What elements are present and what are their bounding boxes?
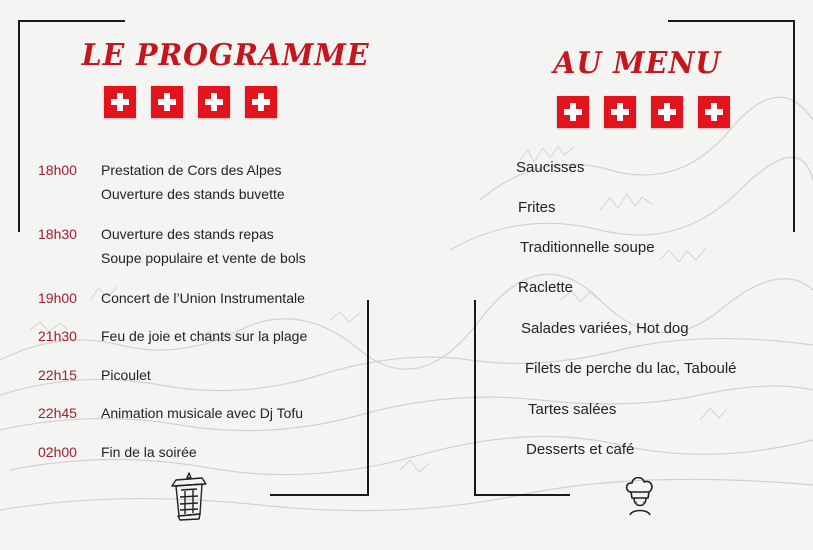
menu-title: AU MENU xyxy=(553,46,722,81)
menu-flags xyxy=(557,96,745,128)
program-time: 22h15 xyxy=(38,367,77,383)
swiss-flag-icon xyxy=(604,96,636,128)
program-activity: Feu de joie et chants sur la plage xyxy=(101,328,308,344)
program-time: 02h00 xyxy=(38,444,77,460)
menu-item: Raclette xyxy=(518,279,574,296)
program-activity: Prestation de Cors des Alpes xyxy=(101,162,282,178)
menu-item: Saucisses xyxy=(516,159,585,176)
program-time: 18h00 xyxy=(38,162,77,178)
swiss-flag-icon xyxy=(198,86,230,118)
frame-line-bottom-center xyxy=(270,494,369,496)
frame-line-top-left xyxy=(18,20,125,22)
frame-line-center-left xyxy=(474,300,476,495)
program-flags xyxy=(104,86,292,118)
swiss-flag-icon xyxy=(151,86,183,118)
program-activity: Ouverture des stands repas xyxy=(101,226,274,242)
program-time: 19h00 xyxy=(38,290,77,306)
frame-line-bottom-center-2 xyxy=(474,494,570,496)
chef-hat-icon xyxy=(622,474,658,516)
program-activity: Picoulet xyxy=(101,367,151,383)
program-title: LE PROGRAMME xyxy=(81,38,370,73)
menu-item: Filets de perche du lac, Taboulé xyxy=(525,360,737,377)
menu-item: Frites xyxy=(518,199,556,216)
program-activity: Ouverture des stands buvette xyxy=(101,186,285,202)
swiss-flag-icon xyxy=(698,96,730,128)
frame-line-top-right xyxy=(668,20,795,22)
swiss-flag-icon xyxy=(104,86,136,118)
program-activity: Soupe populaire et vente de bols xyxy=(101,250,306,266)
swiss-flag-icon xyxy=(245,86,277,118)
program-time: 22h45 xyxy=(38,405,77,421)
program-activity: Fin de la soirée xyxy=(101,444,197,460)
swiss-flag-icon xyxy=(557,96,589,128)
frame-line-left xyxy=(18,20,20,232)
menu-item: Tartes salées xyxy=(528,401,617,418)
program-activity: Concert de l’Union Instrumentale xyxy=(101,290,305,306)
menu-item: Desserts et café xyxy=(526,441,635,458)
program-time: 18h30 xyxy=(38,226,77,242)
lantern-icon xyxy=(168,470,210,522)
menu-item: Traditionnelle soupe xyxy=(520,239,655,256)
swiss-flag-icon xyxy=(651,96,683,128)
program-time: 21h30 xyxy=(38,328,77,344)
frame-line-right xyxy=(793,20,795,232)
program-activity: Animation musicale avec Dj Tofu xyxy=(101,405,304,421)
menu-item: Salades variées, Hot dog xyxy=(521,320,689,337)
